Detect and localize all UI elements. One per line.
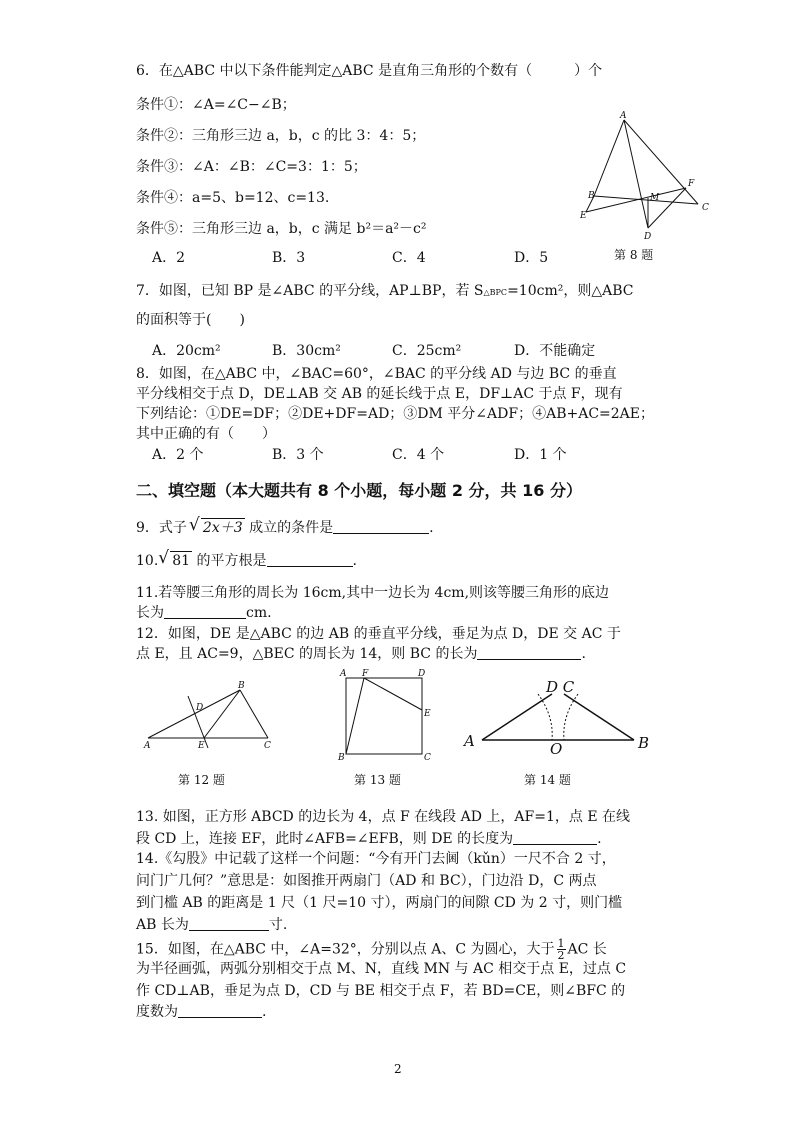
q9-end: . bbox=[429, 520, 434, 536]
q10-answer-blank bbox=[267, 552, 353, 567]
q14-pre: AB 长为 bbox=[136, 917, 189, 933]
fig8-label-c: C bbox=[702, 203, 709, 213]
q7-option-c: C．25cm² bbox=[392, 343, 462, 359]
q15-fraction-den: 2 bbox=[557, 949, 565, 962]
q15-answer-blank bbox=[178, 1003, 262, 1018]
fig14-label-b: B bbox=[638, 734, 650, 752]
q12-line-2 bbox=[136, 645, 586, 663]
q15-post: AC 长 bbox=[567, 941, 607, 958]
q14-line-3: 到门槛 AB 的距离是 1 尺（1 尺=10 寸），两扇门的间隙 CD 为 2 寸，则门槛 bbox=[136, 895, 623, 911]
q8-line-3: 下列结论：①DE=DF；②DE+DF=AD；③DM 平分∠ADF；④AB+AC=2AE； bbox=[136, 406, 654, 422]
q12-pre: 点 E，且 AC=9，△BEC 的周长为 14，则 BC 的长为 bbox=[136, 646, 478, 662]
q7-option-b: B．30cm² bbox=[272, 343, 341, 359]
q12-post: . bbox=[581, 646, 586, 662]
q9-pre: 9．式子 bbox=[136, 520, 187, 536]
q6-condition-5: 条件⑤：三角形三边 a，b，c 满足 b²＝a²－c² bbox=[136, 221, 427, 237]
q8-option-b: B．3 个 bbox=[272, 447, 324, 463]
figure-12 bbox=[140, 676, 280, 758]
q6-option-a: A．2 bbox=[152, 250, 186, 266]
q8-option-a: A．2 个 bbox=[152, 447, 204, 463]
fig13-label-d: D bbox=[418, 669, 426, 679]
q6-condition-1: 条件①：∠A=∠C−∠B； bbox=[136, 97, 296, 113]
q14-line-4 bbox=[136, 916, 287, 934]
q12-answer-blank bbox=[477, 645, 581, 660]
q10-end: . bbox=[352, 553, 357, 569]
q7-text-b: =10cm²，则△ABC bbox=[507, 283, 634, 299]
q13-line-1: 13. 如图，正方形 ABCD 的边长为 4，点 F 在线段 AD 上，AF=1，点 E 在线 bbox=[136, 809, 630, 825]
figure-14 bbox=[462, 676, 662, 756]
fig14-label-dc: D C bbox=[546, 678, 575, 696]
fig12-label-b: B bbox=[238, 681, 245, 691]
q15-line4-pre: 度数为 bbox=[136, 1004, 178, 1020]
q9-radicand: √ 2x＋3 bbox=[188, 515, 243, 536]
fig14-label-o: O bbox=[550, 740, 563, 756]
q13-answer-blank bbox=[513, 830, 597, 845]
q10-line bbox=[136, 548, 357, 570]
figure-13 bbox=[336, 668, 436, 766]
q11-post: cm. bbox=[246, 605, 272, 621]
q6-stem: 6．在△ABC 中以下条件能判定△ABC 是直角三角形的个数有（ ）个 bbox=[136, 63, 603, 79]
q8-line-1: 8．如图，在△ABC 中，∠BAC=60°，∠BAC 的平分线 AD 与边 BC 的垂直 bbox=[136, 366, 617, 382]
fig12-label-e: E bbox=[198, 741, 205, 751]
fig13-label-b: B bbox=[338, 753, 345, 763]
fig14-label-a: A bbox=[464, 732, 475, 750]
q8-line-2: 平分线相交于点 D，DE⊥AB 交 AB 的延长线于点 E，DF⊥AC 于点 F，现有 bbox=[136, 386, 623, 402]
q15-fraction bbox=[557, 938, 566, 961]
q6-condition-2: 条件②：三角形三边 a，b，c 的比 3：4：5； bbox=[136, 128, 426, 144]
fig12-label-c: C bbox=[264, 741, 271, 751]
fig13-label-f: F bbox=[362, 669, 369, 679]
fig8-label-f: F bbox=[688, 179, 695, 189]
fig13-label-c: C bbox=[424, 753, 431, 763]
q11-line-1: 11.若等腰三角形的周长为 16cm,其中一边长为 4cm,则该等腰三角形的底边 bbox=[136, 585, 610, 601]
fig8-label-m: M bbox=[650, 193, 660, 203]
q14-answer-blank bbox=[189, 916, 269, 931]
q7-option-d: D．不能确定 bbox=[514, 343, 596, 359]
q10-pre: 10. bbox=[136, 553, 159, 569]
q8-option-c: C．4 个 bbox=[392, 447, 445, 463]
fig14-caption: 第 14 题 bbox=[524, 773, 571, 787]
q7-line-1 bbox=[136, 282, 633, 302]
figure-8 bbox=[576, 108, 716, 246]
fig8-label-b: B bbox=[588, 191, 595, 201]
q15-line-1 bbox=[136, 938, 607, 961]
q7-text: 7．如图，已知 BP 是∠ABC 的平分线，AP⊥BP，若 S bbox=[136, 283, 484, 299]
q9-answer-blank bbox=[333, 519, 429, 534]
q6-condition-3: 条件③：∠A：∠B：∠C=3：1：5； bbox=[136, 159, 367, 175]
q15-fraction-num: 1 bbox=[557, 937, 565, 950]
fig8-label-d: D bbox=[644, 232, 652, 242]
section-heading: 二、填空题（本大题共有 8 个小题，每小题 2 分，共 16 分） bbox=[136, 481, 582, 500]
q13-post: . bbox=[597, 831, 602, 847]
q12-line-1: 12．如图，DE 是△ABC 的边 AB 的垂直平分线，垂足为点 D，DE 交 AC 于 bbox=[136, 626, 621, 642]
fig8-label-a: A bbox=[620, 111, 627, 121]
fig12-label-d: D bbox=[196, 703, 204, 713]
q11-line-2 bbox=[136, 604, 272, 622]
q7-line-2: 的面积等于( ) bbox=[136, 312, 245, 328]
q14-post: 寸. bbox=[268, 917, 288, 933]
q13-pre: 段 CD 上，连接 EF，此时∠AFB=∠EFB，则 DE 的长度为 bbox=[136, 831, 514, 847]
q15-line-4 bbox=[136, 1003, 266, 1021]
fig13-caption: 第 13 题 bbox=[354, 773, 401, 787]
q15-line4-post: . bbox=[262, 1004, 267, 1020]
q8-option-d: D．1 个 bbox=[514, 447, 567, 463]
q11-answer-blank bbox=[164, 604, 246, 619]
fig12-caption: 第 12 题 bbox=[178, 773, 225, 787]
page-number: 2 bbox=[394, 1062, 402, 1076]
q15-pre: 15．如图，在△ABC 中，∠A=32°，分别以点 A、C 为圆心，大于 bbox=[136, 941, 555, 958]
q7-option-a: A．20cm² bbox=[152, 343, 221, 359]
fig12-label-a: A bbox=[144, 741, 151, 751]
q10-radicand-text: 81 bbox=[172, 553, 191, 569]
fig8-caption: 第 8 题 bbox=[614, 248, 654, 262]
q10-post: 的平方根是 bbox=[196, 553, 267, 569]
q8-line-4: 其中正确的有（ ） bbox=[136, 426, 276, 442]
fig13-label-a: A bbox=[340, 669, 347, 679]
q13-line-2 bbox=[136, 830, 602, 848]
fig8-label-e: E bbox=[580, 211, 587, 221]
q6-condition-4: 条件④：a=5、b=12、c=13. bbox=[136, 190, 330, 206]
q15-line-2: 为半径画弧，两弧分别相交于点 M、N，直线 MN 与 AC 相交于点 E，过点 C bbox=[136, 961, 627, 977]
q9-line bbox=[136, 515, 434, 537]
q6-option-b: B．3 bbox=[272, 250, 306, 266]
q14-line-2: 问门广几何？”意思是：如图推开两扇门（AD 和 BC），门边沿 D，C 两点 bbox=[136, 873, 597, 889]
q6-option-d: D．5 bbox=[514, 250, 549, 266]
q9-post: 成立的条件是 bbox=[249, 520, 334, 536]
fig13-label-e: E bbox=[424, 709, 431, 719]
q15-line-3: 作 CD⊥AB，垂足为点 D，CD 与 BE 相交于点 F，若 BD=CE，则∠BFC 的 bbox=[136, 983, 626, 999]
q10-radicand: √ 81 bbox=[158, 548, 191, 569]
q11-pre: 长为 bbox=[136, 605, 164, 621]
q9-radicand-text: 2x＋3 bbox=[202, 520, 243, 536]
q14-line-1: 14.《勾股》中记载了这样一个问题：“今有开门去阃（kǔn）一尺不合 2 寸， bbox=[136, 851, 616, 867]
q7-subscript: △BPC bbox=[483, 288, 508, 297]
q6-option-c: C．4 bbox=[392, 250, 426, 266]
